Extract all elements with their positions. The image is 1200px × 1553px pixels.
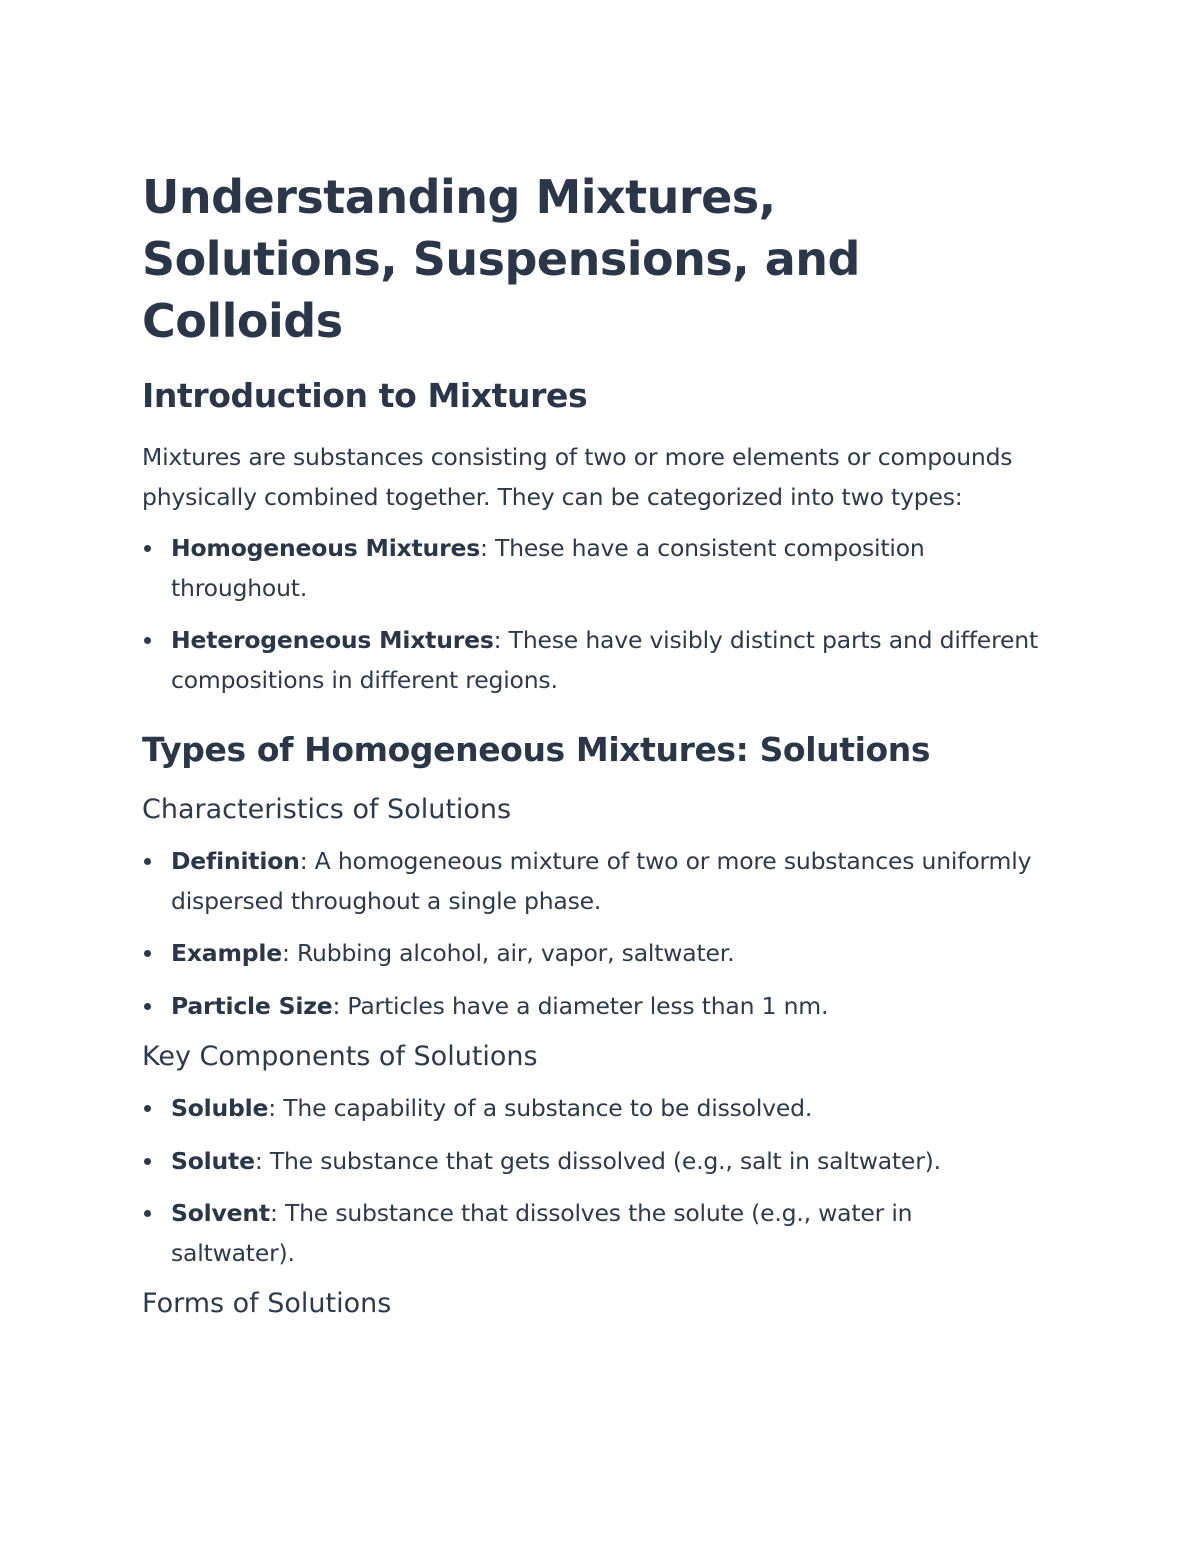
intro-heading: Introduction to Mixtures (142, 376, 588, 415)
characteristics-list (142, 842, 1042, 1026)
list-item-term: Homogeneous Mixtures (171, 534, 480, 562)
intro-section (142, 374, 1042, 700)
list-item-term: Particle Size (171, 991, 333, 1020)
list-item (142, 621, 1042, 700)
list-item-term: Example (171, 939, 282, 967)
bullet-icon (144, 545, 151, 552)
list-item-text: : The substance that gets dissolved (e.g., salt in saltwater). (254, 1146, 941, 1175)
bullet-icon (144, 1158, 151, 1165)
list-item (142, 529, 1042, 608)
list-item-term: Soluble (171, 1094, 269, 1122)
list-item (142, 1089, 1042, 1129)
list-item (142, 934, 1042, 974)
list-item-term: Definition (171, 847, 300, 875)
components-list (142, 1089, 1042, 1273)
list-item-term: Heterogeneous Mixtures (171, 626, 494, 654)
bullet-icon (144, 1210, 151, 1217)
components-heading: Key Components of Solutions (142, 1041, 538, 1072)
bullet-icon (144, 1105, 151, 1112)
bullet-icon (144, 858, 151, 865)
list-item-text: : These have a consistent composition throughout. (171, 534, 925, 602)
document-title: Understanding Mixtures, Solutions, Suspensions, and Colloids (142, 170, 860, 348)
list-item (142, 1142, 1042, 1182)
list-item-text: : These have visibly distinct parts and different compositions in different regions. (171, 626, 1038, 694)
list-item-text: : Rubbing alcohol, air, vapor, saltwater. (281, 939, 735, 967)
list-item-text: : The capability of a substance to be dissolved. (268, 1094, 813, 1122)
list-item (142, 842, 1042, 921)
bullet-icon (144, 637, 151, 644)
document-page (142, 166, 1042, 1336)
bullet-icon (144, 950, 151, 957)
list-item (142, 987, 1042, 1027)
types-heading: Types of Homogeneous Mixtures: Solutions (142, 730, 931, 769)
intro-paragraph: Mixtures are substances consisting of two or more elements or compounds physically combined together. They can be categorized into two types: (142, 443, 1013, 511)
list-item-text: : Particles have a diameter less than 1 nm. (332, 991, 829, 1020)
characteristics-heading: Characteristics of Solutions (142, 794, 512, 825)
bullet-icon (144, 1003, 151, 1010)
list-item (142, 1194, 1042, 1273)
list-item-text: : A homogeneous mixture of two or more substances uniformly dispersed throughout a single phase. (171, 847, 1032, 915)
types-section (142, 728, 1042, 1322)
list-item-term: Solvent (171, 1199, 270, 1227)
list-item-term: Solute (171, 1146, 255, 1175)
list-item-text: : The substance that dissolves the solute (e.g., water in saltwater). (171, 1199, 913, 1267)
forms-heading: Forms of Solutions (142, 1288, 392, 1319)
mixture-types-list (142, 529, 1042, 700)
